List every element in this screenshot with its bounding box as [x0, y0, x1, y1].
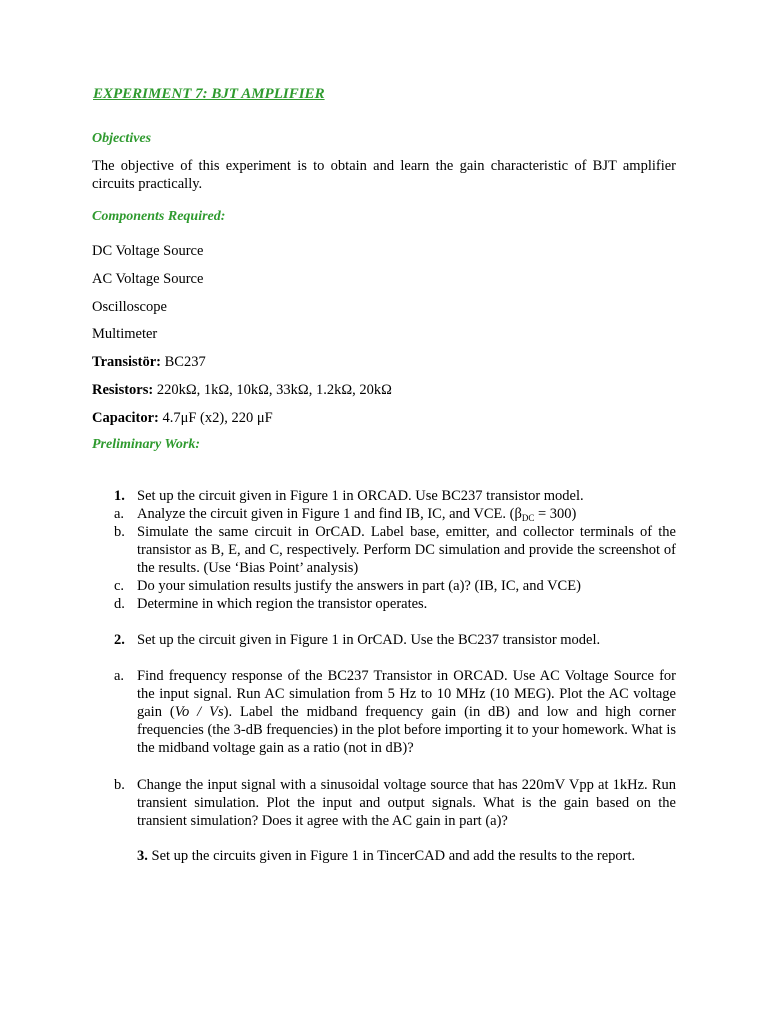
question-2a-text-end: ). Label the midband frequency gain (in dB) and low and high corner frequencies (the 3-dB frequencies) in the plot before importing it to your homework. What is the midband voltage gain as a ratio (not in dB)?: [137, 704, 676, 756]
question-1c-marker: c.: [114, 578, 125, 594]
question-1c-text: Do your simulation results justify the answers in part (a)? (IB, IC, and VCE): [137, 578, 581, 594]
objectives-heading: Objectives: [92, 131, 152, 146]
question-1b-marker: b.: [114, 524, 125, 540]
transistor-label: Transistör:: [92, 354, 162, 370]
question-2-text: Set up the circuit given in Figure 1 in OrCAD. Use the BC237 transistor model.: [137, 632, 601, 648]
components-heading: Components Required:: [92, 209, 226, 224]
question-1c: [114, 577, 676, 595]
objectives-text: The objective of this experiment is to obtain and learn the gain characteristic of BJT amplifier circuits practically.: [92, 158, 676, 192]
question-1b-text: Simulate the same circuit in OrCAD. Label base, emitter, and collector terminals of the transistor as B, E, and C, respectively. Perform DC simulation and provide the screenshot of the results. (Use ‘Bias Point’ analysis): [137, 524, 676, 576]
question-1b: [114, 523, 676, 577]
preliminary-heading: Preliminary Work:: [92, 437, 200, 452]
question-1d-text: Determine in which region the transistor operates.: [137, 596, 428, 612]
capacitor-value: 4.7μF (x2), 220 μF: [158, 410, 273, 426]
resistors-value: 220kΩ, 1kΩ, 10kΩ, 33kΩ, 1.2kΩ, 20kΩ: [153, 382, 392, 398]
transistor-value: BC237: [161, 354, 206, 370]
question-3-marker: 3.: [137, 848, 148, 864]
capacitor-line: [92, 410, 273, 427]
question-2a-text-main: Find frequency response of the BC237 Transistor in ORCAD. Use AC Voltage Source for the input signal. Run AC simulation from 5 Hz to 10 MHz (10 MEG). Plot the AC voltage gain (: [137, 668, 676, 720]
question-2b: [114, 776, 676, 830]
resistors-label: Resistors:: [92, 382, 154, 398]
question-2a: [114, 667, 676, 757]
question-1a-text-end: = 300): [534, 506, 577, 522]
capacitor-label: Capacitor:: [92, 410, 159, 426]
question-1a-text-main: Analyze the circuit given in Figure 1 and find IB, IC, and VCE. (β: [137, 506, 522, 522]
component-item: Oscilloscope: [92, 299, 167, 315]
question-2b-text: Change the input signal with a sinusoidal voltage source that has 220mV Vpp at 1kHz. Run transient simulation. Plot the input and output signals. What is the gain based on the transient simulation? Does it agree with the AC gain in part (a)?: [137, 777, 676, 829]
question-2b-marker: b.: [114, 777, 125, 793]
question-2-marker: 2.: [114, 632, 125, 648]
question-3: [137, 848, 635, 865]
question-2a-text: [137, 667, 676, 757]
question-1a-marker: a.: [114, 506, 125, 522]
question-3-text: Set up the circuits given in Figure 1 in TincerCAD and add the results to the report.: [147, 848, 636, 864]
component-item: Multimeter: [92, 326, 158, 342]
question-1d-marker: d.: [114, 596, 125, 612]
question-2: [114, 631, 676, 649]
resistors-line: [92, 382, 392, 399]
question-1d: [114, 595, 676, 613]
question-1-text: Set up the circuit given in Figure 1 in ORCAD. Use BC237 transistor model.: [137, 488, 584, 504]
experiment-title: EXPERIMENT 7: BJT AMPLIFIER: [93, 86, 325, 102]
question-1: [114, 487, 676, 505]
component-item: DC Voltage Source: [92, 243, 204, 259]
component-item: AC Voltage Source: [92, 271, 204, 287]
transistor-line: [92, 354, 206, 371]
question-1-marker: 1.: [114, 488, 125, 504]
gain-ratio-symbol: Vo / Vs: [174, 704, 224, 720]
beta-subscript: DC: [521, 513, 535, 523]
question-2a-marker: a.: [114, 668, 125, 684]
